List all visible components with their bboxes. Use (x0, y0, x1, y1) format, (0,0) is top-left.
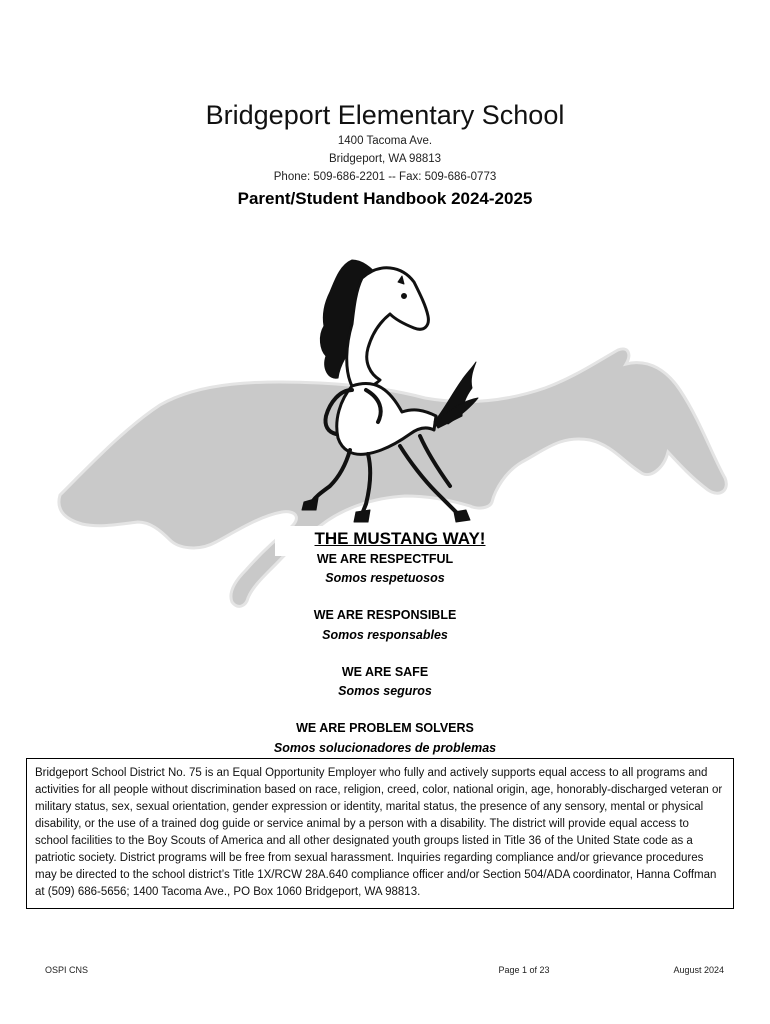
motto-item-en: WE ARE PROBLEM SOLVERS (296, 721, 474, 735)
motto-item-en: WE ARE RESPONSIBLE (313, 608, 457, 622)
motto-item-en: WE ARE SAFE (341, 665, 429, 679)
page-number: Page 1 of 23 (498, 965, 550, 975)
mustang-silhouette-icon (59, 349, 726, 606)
equal-opportunity-notice: Bridgeport School District No. 75 is an Equal Opportunity Employer who fully and actively supports equal access to all programs and activities for all people without discrimination based on race, religion, creed, color, national origin, age, honorably-discharged veteran or military status, sex, sexual orientation, gender expression or identity, marital status, the presence of any sensory, mental or physical disability, or the use of a trained dog guide or service animal by a person with a disability. The district will provide equal access to school facilities to the Boy Scouts of America and all other designated youth groups listed in Title 36 of the United State code as a patriotic society. District programs will be free from sexual harassment. Inquiries regarding compliance and/or grievance procedures may be directed to the school district’s Title 1X/RCW 28A.640 compliance officer and/or Section 504/ADA coordinator, Hanna Coffman at (509) 686-5656; 1400 Tacoma Ave., PO Box 1060 Bridgeport, WA 98813. (26, 758, 734, 909)
address-line-2: Bridgeport, WA 98813 (328, 153, 442, 165)
motto-item-es: Somos responsables (322, 628, 448, 642)
motto-item-es: Somos seguros (338, 684, 432, 698)
motto-item-es: Somos respetuosos (325, 571, 445, 585)
motto-item-es: Somos solucionadores de problemas (273, 741, 497, 755)
address-line-1: 1400 Tacoma Ave. (337, 135, 433, 147)
motto-heading: THE MUSTANG WAY! (314, 529, 486, 548)
footer-left: OSPI CNS (45, 965, 89, 975)
school-title: Bridgeport Elementary School (205, 100, 565, 130)
handbook-title: Parent/Student Handbook 2024-2025 (237, 189, 533, 208)
motto-item-en: WE ARE RESPECTFUL (316, 552, 454, 566)
footer-date: August 2024 (673, 965, 724, 975)
contact-line: Phone: 509-686-2201 -- Fax: 509-686-0773 (273, 171, 497, 183)
